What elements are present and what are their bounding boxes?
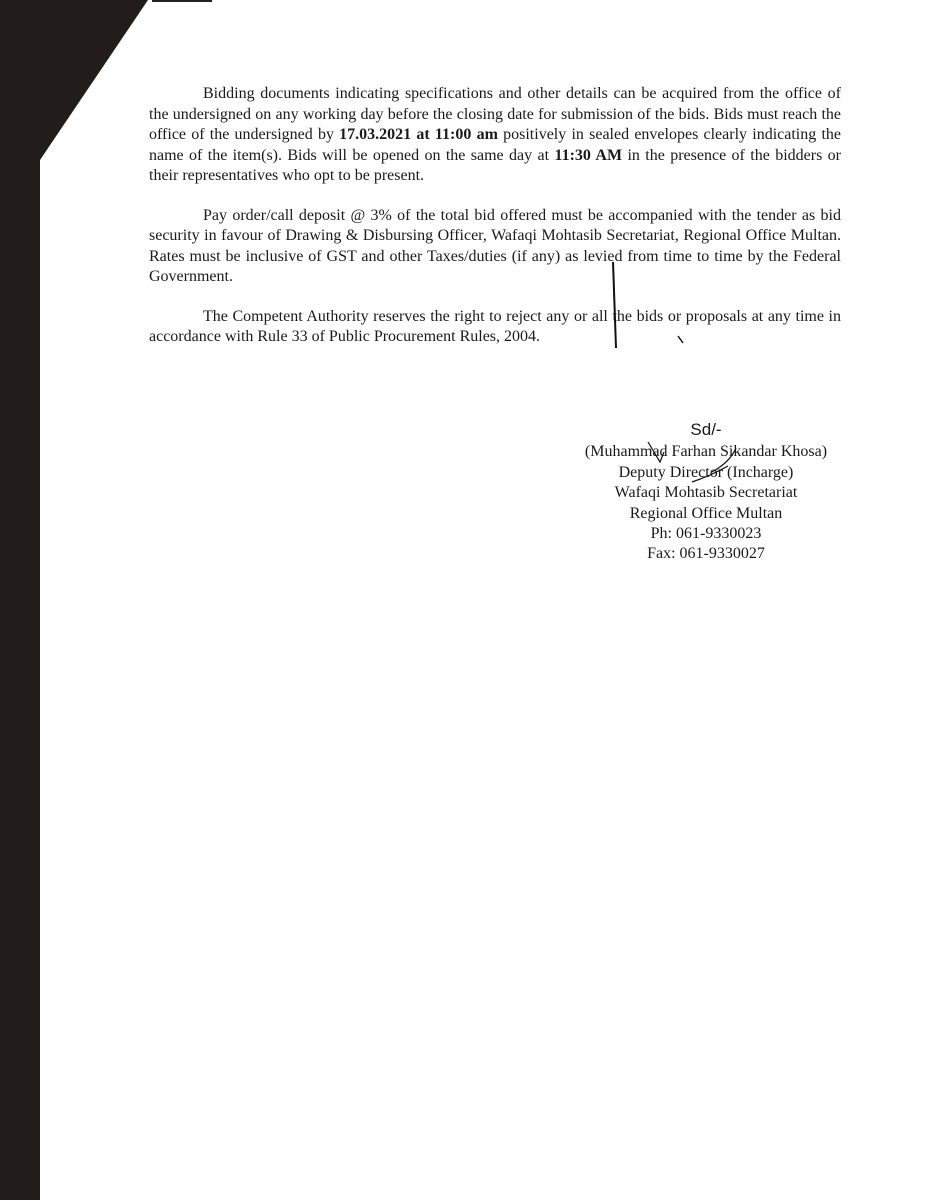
bid-opening-time: 11:30 AM	[554, 146, 623, 164]
signatory-organization: Wafaqi Mohtasib Secretariat	[614, 484, 798, 502]
signatory-office: Regional Office Multan	[629, 504, 783, 522]
p1-text-b: positively in sealed envelopes clearly indicating the name of the item(s). Bids will be opened on the same day at	[149, 126, 841, 164]
signatory-fax: Fax: 061-9330027	[647, 545, 765, 563]
paragraph-competent-authority: The Competent Authority reserves the right to reject any or all the bids or proposals at any time in accordance with Rule 33 of Public Procurement Rules, 2004.	[149, 307, 841, 345]
signatory-phone: Ph: 061-9330023	[650, 525, 762, 543]
p1-text-a: Bidding documents indicating specifications and other details can be acquired from the office of the undersigned on any working day before the closing date for submission of the bids. Bids must reach the office of the undersigned by	[149, 85, 841, 143]
bid-deadline: 17.03.2021 at 11:00 am	[339, 126, 498, 143]
paragraph-bidding-documents	[149, 84, 841, 187]
notice-body	[149, 84, 841, 367]
signatory-name: (Muhammad Farhan Sikandar Khosa)	[584, 443, 828, 461]
signature-block	[566, 420, 846, 565]
p1-text-c: in the presence of the bidders or their representatives who opt to be present.	[149, 146, 842, 184]
signatory-designation: Deputy Director (Incharge)	[618, 463, 794, 481]
top-rule	[152, 0, 212, 2]
paragraph-bid-security: Pay order/call deposit @ 3% of the total bid offered must be accompanied with the tender as bid security in favour of Drawing & Disbursing Officer, Wafaqi Mohtasib Secretariat, Regional Office Multan. Rates must be inclusive of GST and other Taxes/duties (if any) as levied from time to time by the Federal Government.	[149, 206, 841, 285]
signed-mark: Sd/-	[690, 420, 722, 439]
